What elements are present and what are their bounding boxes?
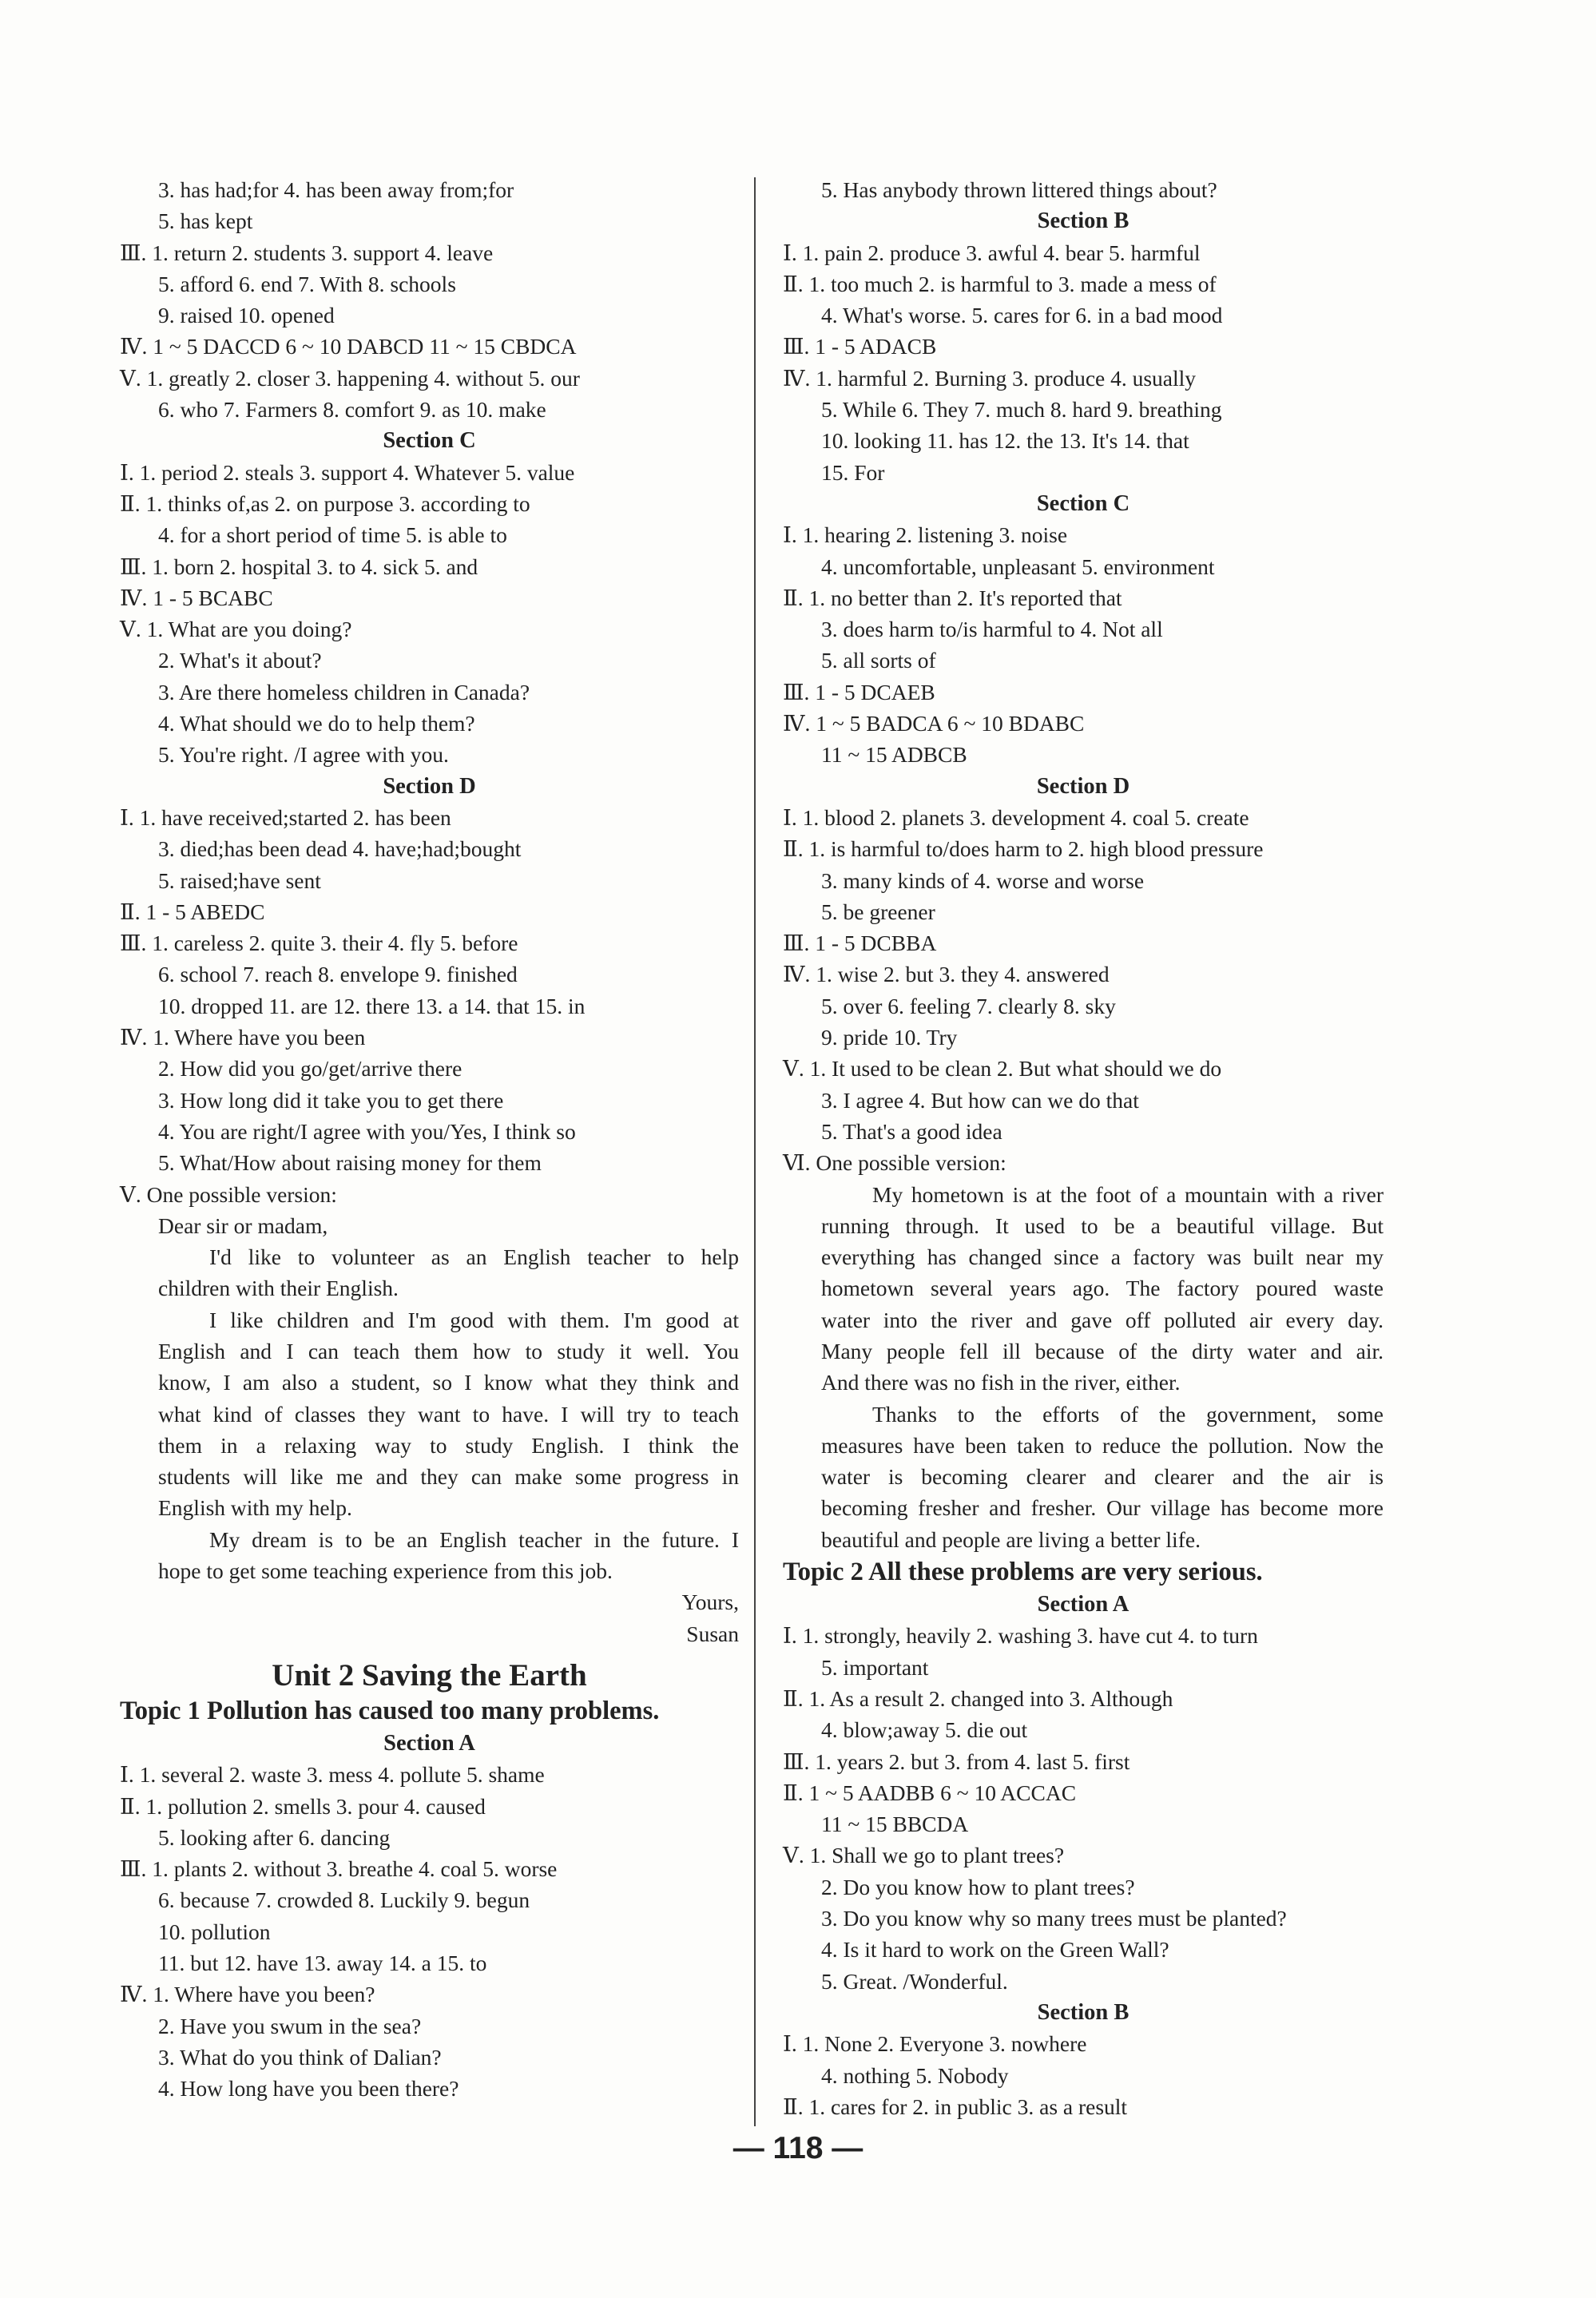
answer-line: 4. How long have you been there?: [158, 2076, 459, 2102]
answer-line: 11 ~ 15 ADBCB: [821, 742, 967, 768]
answer-line: 5. afford 6. end 7. With 8. schools: [158, 271, 456, 296]
essay-line: I'd like to volunteer as an English teacher to help: [209, 1244, 739, 1270]
answer-line: 6. school 7. reach 8. envelope 9. finished: [158, 962, 518, 987]
essay-line: Many people fell ill because of the dirty water and air.: [821, 1338, 1384, 1363]
answer-line: Ⅳ. 1 - 5 BCABC: [120, 585, 273, 610]
answer-line: 5. looking after 6. dancing: [158, 1824, 391, 1850]
essay-line: water into the river and gave off polluted air every day.: [821, 1307, 1384, 1332]
answer-line: 4. nothing 5. Nobody: [821, 2062, 1009, 2088]
essay-line: English and I can teach them how to study it well. You: [158, 1338, 739, 1363]
answer-line: 2. What's it about?: [158, 648, 322, 673]
essay-line: My dream is to be an English teacher in the future. I: [209, 1526, 739, 1552]
answer-line: Yours,: [681, 1590, 739, 1615]
answer-line: English with my help.: [158, 1495, 352, 1521]
answer-line: Ⅳ. 1 ~ 5 DACCD 6 ~ 10 DABCD 11 ~ 15 CBDCA: [120, 334, 577, 359]
answer-line: 3. has had;for 4. has been away from;for: [158, 177, 514, 202]
answer-line: Ⅳ. 1 ~ 5 BADCA 6 ~ 10 BDABC: [783, 711, 1085, 736]
answer-line: Ⅱ. 1. pollution 2. smells 3. pour 4. caused: [120, 1793, 486, 1819]
answer-line: 5. Great. /Wonderful.: [821, 1968, 1008, 1994]
answer-line: 5. raised;have sent: [158, 867, 321, 893]
answer-line: hope to get some teaching experience from this job.: [158, 1558, 613, 1584]
answer-line: Ⅱ. 1. cares for 2. in public 3. as a result: [783, 2094, 1128, 2119]
answer-line: 10. pollution: [158, 1919, 271, 1944]
answer-line: Ⅴ. 1. Shall we go to plant trees?: [783, 1843, 1065, 1868]
answer-line: 4. What's worse. 5. cares for 6. in a bad mood: [821, 303, 1223, 328]
answer-line: Ⅰ. 1. several 2. waste 3. mess 4. pollute 5. shame: [120, 1762, 545, 1788]
answer-line: Ⅲ. 1 - 5 ADACB: [783, 334, 937, 359]
section-heading: Section D: [383, 773, 476, 799]
answer-line: Ⅳ. 1. Where have you been: [120, 1025, 366, 1050]
unit-title: Unit 2 Saving the Earth: [272, 1657, 587, 1693]
essay-line: everything has changed since a factory was built near my: [821, 1244, 1384, 1270]
answer-line: 11. but 12. have 13. away 14. a 15. to: [158, 1951, 487, 1976]
essay-line: hometown several years ago. The factory poured waste: [821, 1276, 1384, 1301]
essay-line: Thanks to the efforts of the government, some: [872, 1401, 1384, 1427]
answer-line: Susan: [686, 1621, 739, 1646]
answer-line: 2. How did you go/get/arrive there: [158, 1056, 463, 1082]
answer-line: 4. What should we do to help them?: [158, 711, 475, 736]
answer-line: Ⅱ. 1. too much 2. is harmful to 3. made a mess of: [783, 271, 1217, 296]
answer-line: 2. Have you swum in the sea?: [158, 2013, 422, 2038]
answer-line: Ⅲ. 1. years 2. but 3. from 4. last 5. first: [783, 1748, 1130, 1774]
answer-line: 3. Are there homeless children in Canada?: [158, 679, 530, 704]
section-heading: Section C: [383, 428, 476, 454]
answer-line: beautiful and people are living a better life.: [821, 1526, 1201, 1552]
answer-line: Ⅲ. 1 - 5 DCBBA: [783, 931, 937, 956]
essay-line: them in a relaxing way to study English. I think the: [158, 1432, 739, 1458]
answer-line: 5. What/How about raising money for them: [158, 1150, 542, 1176]
answer-line: Ⅰ. 1. pain 2. produce 3. awful 4. bear 5. harmful: [783, 240, 1201, 265]
answer-line: Ⅱ. 1. thinks of,as 2. on purpose 3. according to: [120, 490, 530, 516]
answer-line: Ⅲ. 1. return 2. students 3. support 4. leave: [120, 240, 494, 265]
answer-line: Ⅴ. One possible version:: [120, 1181, 337, 1207]
section-heading: Section C: [1036, 490, 1130, 516]
essay-line: My hometown is at the foot of a mountain with a river: [872, 1181, 1384, 1207]
essay-line: becoming fresher and fresher. Our village has become more: [821, 1495, 1384, 1521]
answer-line: 6. who 7. Farmers 8. comfort 9. as 10. make: [158, 397, 546, 423]
answer-line: Ⅱ. 1 ~ 5 AADBB 6 ~ 10 ACCAC: [783, 1780, 1077, 1805]
answer-line: Ⅰ. 1. hearing 2. listening 3. noise: [783, 522, 1068, 548]
answer-line: Ⅴ. 1. What are you doing?: [120, 617, 352, 642]
page-number: — 118 —: [732, 2131, 864, 2165]
answer-line: 4. Is it hard to work on the Green Wall?: [821, 1937, 1169, 1963]
answer-line: Ⅳ. 1. Where have you been?: [120, 1982, 375, 2007]
answer-line: Ⅰ. 1. period 2. steals 3. support 4. Whatever 5. value: [120, 459, 575, 485]
answer-line: 4. blow;away 5. die out: [821, 1717, 1028, 1743]
answer-line: Ⅰ. 1. blood 2. planets 3. development 4. coal 5. create: [783, 804, 1249, 830]
answer-line: 3. How long did it take you to get there: [158, 1087, 504, 1113]
essay-line: water is becoming clearer and clearer and the air is: [821, 1464, 1384, 1490]
topic-title: Topic 1 Pollution has caused too many problems.: [120, 1696, 660, 1725]
answer-line: 4. uncomfortable, unpleasant 5. environment: [821, 554, 1215, 579]
section-heading: Section A: [383, 1730, 475, 1756]
answer-line: Ⅳ. 1. harmful 2. Burning 3. produce 4. usually: [783, 365, 1197, 391]
section-heading: Section B: [1037, 208, 1130, 234]
answer-line: 5. all sorts of: [821, 648, 936, 673]
answer-line: 5. important: [821, 1654, 929, 1680]
topic-title: Topic 2 All these problems are very serious.: [783, 1558, 1263, 1587]
essay-line: running through. It used to be a beautiful village. But: [821, 1213, 1384, 1238]
answer-line: 5. has kept: [158, 208, 253, 234]
answer-line: children with their English.: [158, 1276, 399, 1301]
right-column: [783, 174, 1384, 2122]
answer-line: Dear sir or madam,: [158, 1213, 328, 1238]
section-heading: Section A: [1037, 1592, 1130, 1617]
answer-line: Ⅱ. 1. As a result 2. changed into 3. Although: [783, 1685, 1173, 1711]
answer-line: Ⅲ. 1 - 5 DCAEB: [783, 679, 935, 704]
answer-line: Ⅱ. 1. no better than 2. It's reported that: [783, 585, 1122, 610]
answer-line: 5. over 6. feeling 7. clearly 8. sky: [821, 993, 1116, 1018]
answer-line: 4. You are right/I agree with you/Yes, I think so: [158, 1118, 576, 1144]
essay-line: measures have been taken to reduce the pollution. Now the: [821, 1432, 1384, 1458]
answer-line: And there was no fish in the river, either.: [821, 1370, 1181, 1395]
answer-line: 5. be greener: [821, 899, 935, 924]
answer-line: Ⅱ. 1 - 5 ABEDC: [120, 899, 265, 924]
answer-line: Ⅵ. One possible version:: [783, 1150, 1006, 1176]
section-heading: Section B: [1037, 1999, 1130, 2025]
answer-line: Ⅴ. 1. It used to be clean 2. But what should we do: [783, 1056, 1222, 1082]
answer-line: 2. Do you know how to plant trees?: [821, 1874, 1135, 1899]
answer-line: 15. For: [821, 459, 885, 485]
answer-line: 3. I agree 4. But how can we do that: [821, 1087, 1139, 1113]
answer-line: Ⅱ. 1. is harmful to/does harm to 2. high blood pressure: [783, 836, 1264, 862]
left-column: [120, 174, 739, 2105]
essay-line: students will like me and they can make some progress in: [158, 1464, 739, 1490]
answer-line: 5. You're right. /I agree with you.: [158, 742, 449, 768]
answer-line: 5. That's a good idea: [821, 1118, 1002, 1144]
page-number-value: 118: [772, 2131, 824, 2165]
essay-line: what kind of classes they want to have. I will try to teach: [158, 1401, 739, 1427]
answer-line: 9. raised 10. opened: [158, 303, 335, 328]
answer-line: 6. because 7. crowded 8. Luckily 9. begun: [158, 1887, 530, 1913]
answer-line: 10. dropped 11. are 12. there 13. a 14. that 15. in: [158, 993, 586, 1018]
answer-line: 4. for a short period of time 5. is able to: [158, 522, 507, 548]
answer-line: 3. Do you know why so many trees must be planted?: [821, 1906, 1287, 1931]
answer-line: Ⅲ. 1. plants 2. without 3. breathe 4. coal 5. worse: [120, 1856, 558, 1882]
column-divider: [754, 177, 756, 2126]
answer-line: 10. looking 11. has 12. the 13. It's 14. that: [821, 428, 1189, 454]
answer-line: Ⅳ. 1. wise 2. but 3. they 4. answered: [783, 962, 1110, 987]
answer-line: Ⅲ. 1. born 2. hospital 3. to 4. sick 5. and: [120, 554, 478, 579]
answer-line: Ⅰ. 1. have received;started 2. has been: [120, 804, 451, 830]
answer-line: 3. died;has been dead 4. have;had;bought: [158, 836, 522, 862]
answer-line: 3. What do you think of Dalian?: [158, 2044, 442, 2070]
answer-line: 3. does harm to/is harmful to 4. Not all: [821, 617, 1163, 642]
answer-line: 3. many kinds of 4. worse and worse: [821, 867, 1145, 893]
essay-line: I like children and I'm good with them. I'm good at: [209, 1307, 739, 1332]
answer-line: 5. While 6. They 7. much 8. hard 9. breathing: [821, 397, 1222, 423]
answer-line: 9. pride 10. Try: [821, 1025, 958, 1050]
answer-line: 5. Has anybody thrown littered things about?: [821, 177, 1217, 202]
answer-line: 11 ~ 15 BBCDA: [821, 1812, 969, 1837]
answer-line: Ⅲ. 1. careless 2. quite 3. their 4. fly 5. before: [120, 931, 518, 956]
answer-line: Ⅴ. 1. greatly 2. closer 3. happening 4. without 5. our: [120, 365, 580, 391]
essay-line: know, I am also a student, so I know what they think and: [158, 1370, 739, 1395]
section-heading: Section D: [1036, 773, 1130, 799]
answer-line: Ⅰ. 1. strongly, heavily 2. washing 3. have cut 4. to turn: [783, 1623, 1258, 1649]
answer-line: Ⅰ. 1. None 2. Everyone 3. nowhere: [783, 2031, 1087, 2057]
